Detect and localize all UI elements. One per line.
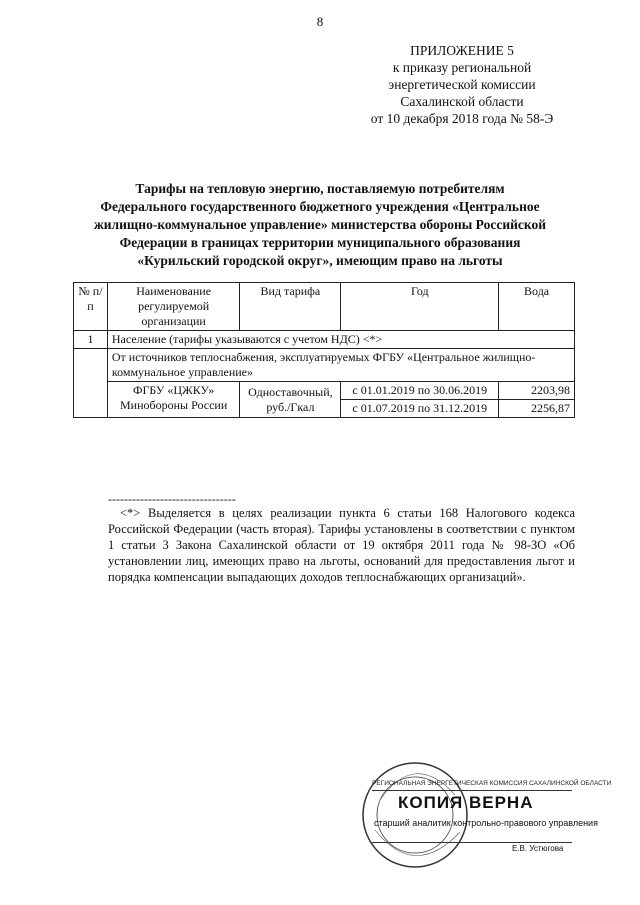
stamp-certified-copy: КОПИЯ ВЕРНА — [398, 793, 534, 812]
value-cell: 2203,98 — [499, 382, 575, 400]
source-label: От источников теплоснабжения, эксплуатируемых ФГБУ «Центральное жилищно-коммунальное управление» — [107, 349, 574, 382]
table-row — [74, 382, 575, 400]
appendix-title: ПРИЛОЖЕНИЕ 5 — [410, 43, 514, 58]
header-org: Наименование регулируемой организации — [107, 283, 240, 331]
stamp-seal-icon — [360, 740, 600, 890]
stamp-divider — [372, 790, 572, 791]
empty-cell — [74, 349, 108, 418]
stamp-position: старший аналитик контрольно-правового управления — [374, 818, 598, 828]
org-name: ФГБУ «ЦЖКУ» Минобороны России — [107, 382, 240, 418]
header-year: Год — [341, 283, 499, 331]
section-label: Население (тарифы указываются с учетом НДС) <*> — [107, 331, 574, 349]
appendix-line: Сахалинской области — [400, 94, 524, 109]
footnote-text: <*> Выделяется в целях реализации пункта 6 статьи 168 Налогового кодекса Российской Федерации (часть вторая). Тарифы установлены в соответствии с пунктом 1 статьи 3 Закона Сахалинской области от 19 октября 2011 года № 98-ЗО «Об установлении лиц, имеющих право на льготы, оснований для предоставления льгот и порядка компенсации выпадающих доходов теплоснабжающих организаций». — [108, 506, 575, 584]
header-type: Вид тарифа — [240, 283, 341, 331]
section-row — [74, 331, 575, 349]
period-cell: с 01.07.2019 по 31.12.2019 — [341, 400, 499, 418]
title-line: Федерального государственного бюджетного учреждения «Центральное — [100, 199, 540, 214]
stamp-org: РЕГИОНАЛЬНАЯ ЭНЕРГЕТИЧЕСКАЯ КОМИССИЯ САХАЛИНСКОЙ ОБЛАСТИ — [372, 780, 612, 787]
appendix-line: энергетической комиссии — [388, 77, 536, 92]
appendix-line: от 10 декабря 2018 года № 58-Э — [370, 111, 554, 126]
title-line: жилищно-коммунальное управление» министерства обороны Российской — [93, 217, 546, 232]
section-num: 1 — [74, 331, 108, 349]
period-cell: с 01.01.2019 по 30.06.2019 — [341, 382, 499, 400]
source-row — [74, 349, 575, 382]
footnote-separator: -------------------------------- — [108, 492, 236, 506]
document-title — [70, 180, 570, 270]
title-line: Федерации в границах территории муниципального образования — [119, 235, 521, 250]
tariff-table — [73, 282, 575, 418]
stamp-name: Е.В. Устюгова — [512, 844, 564, 853]
appendix-line: к приказу региональной — [392, 60, 532, 75]
tariff-type: Одноставочный, руб./Гкал — [240, 382, 341, 418]
header-num: № п/п — [74, 283, 108, 331]
title-line: Тарифы на тепловую энергию, поставляемую потребителям — [135, 181, 505, 196]
stamp-divider — [372, 842, 572, 843]
header-water: Вода — [499, 283, 575, 331]
value-cell: 2256,87 — [499, 400, 575, 418]
page-number: 8 — [316, 14, 324, 29]
title-line: «Курильский городской округ», имеющим право на льготы — [137, 253, 503, 268]
table-header-row — [74, 283, 575, 331]
appendix-header — [342, 42, 582, 127]
